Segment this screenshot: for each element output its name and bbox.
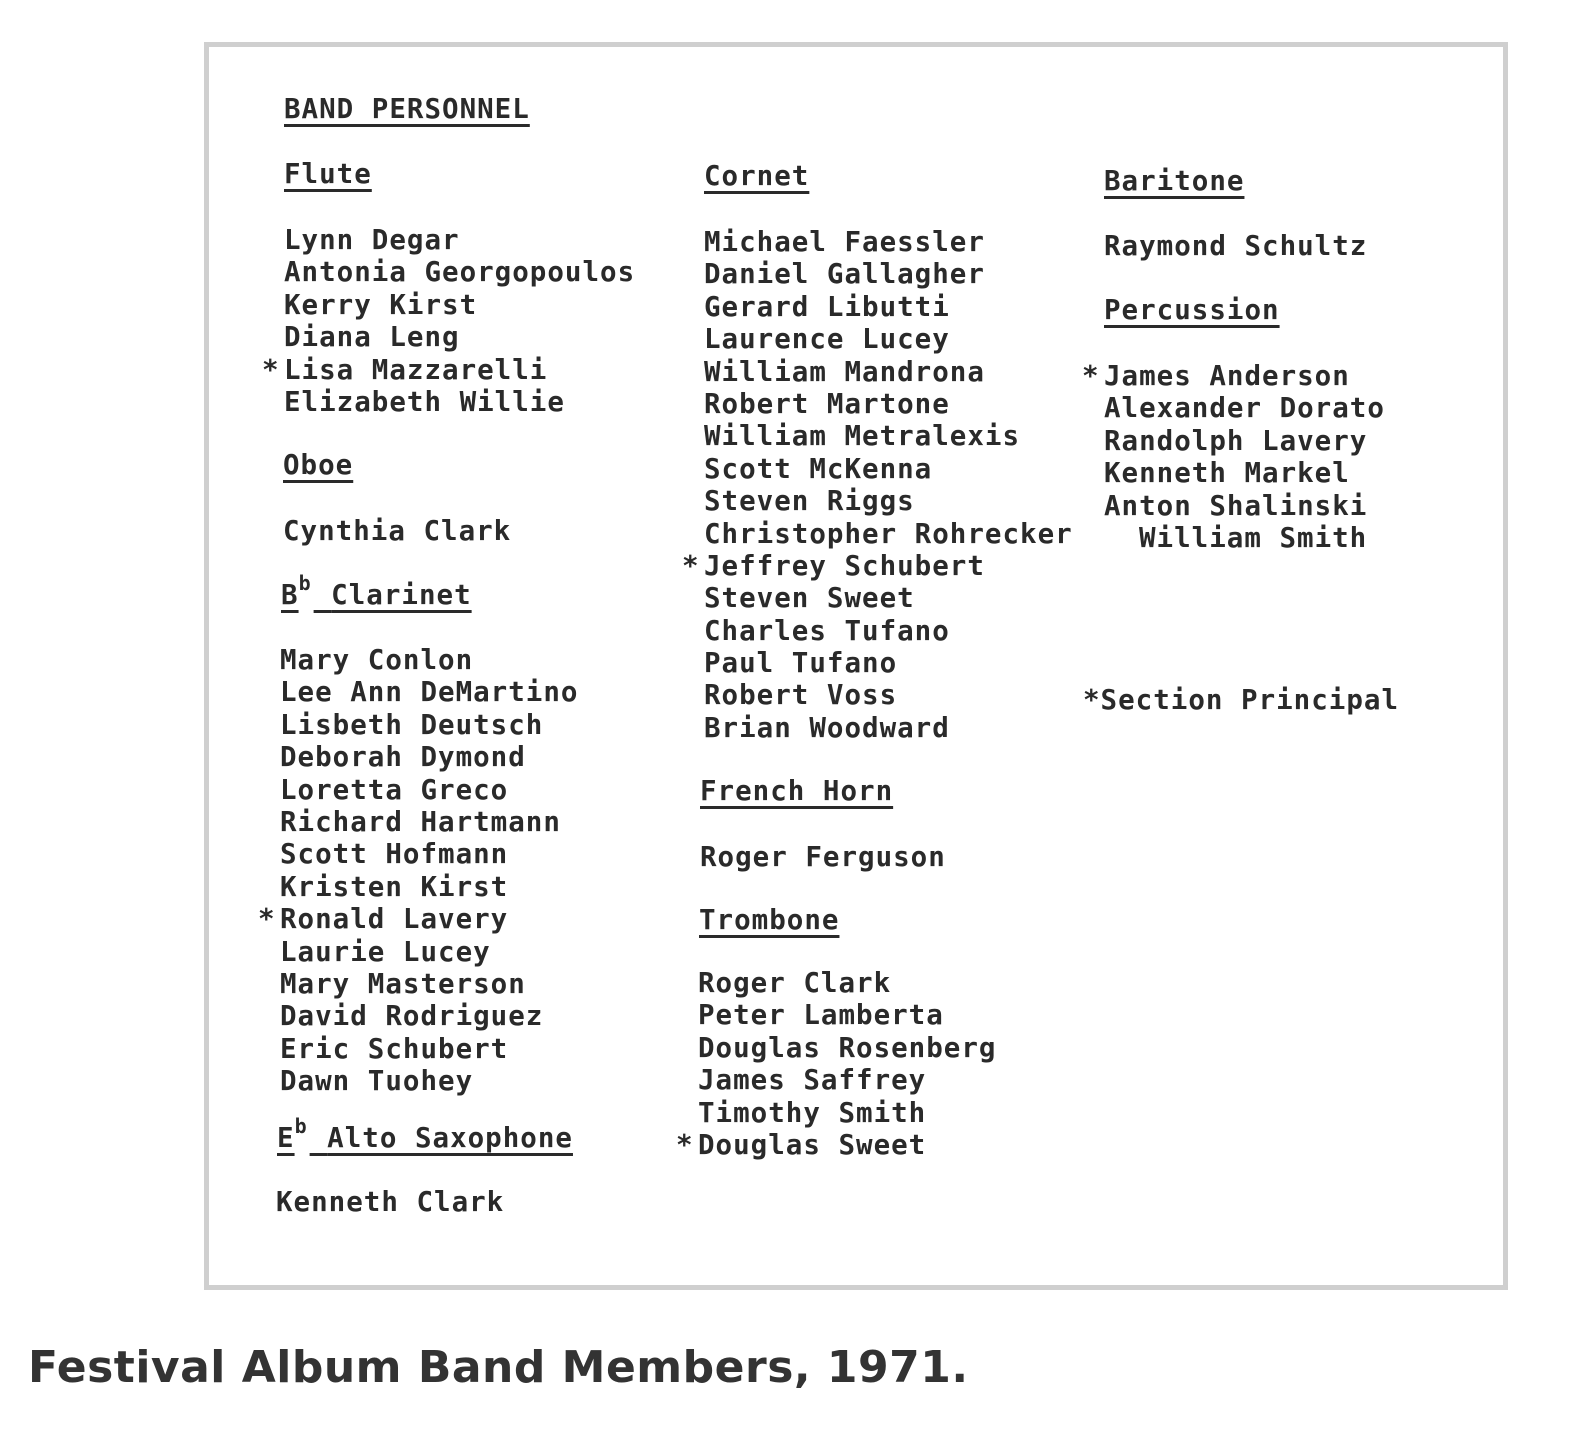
list-item: Peter Lamberta [698,999,944,1032]
list-item: Christopher Rohrecker [704,517,1073,550]
principal-mark: * [676,1128,694,1161]
list-item: Charles Tufano [704,614,950,647]
list-item: Roger Ferguson [700,841,946,873]
list-item: Kristen Kirst [280,870,509,903]
list-item: Lisbeth Deutsch [280,708,544,741]
list-item: Mary Conlon [280,644,474,676]
list-percussion [1082,360,1385,554]
heading-alto-saxophone: Eb Alto Saxophone [277,1114,573,1154]
list-item: Alexander Dorato [1104,392,1385,425]
list-item: Paul Tufano [704,647,898,680]
list-item: Kenneth Clark [276,1186,505,1218]
list-alto-saxophone [276,1186,504,1218]
list-flute [262,224,636,418]
list-trombone [676,967,997,1161]
list-item: Mary Masterson [280,967,526,1000]
list-item: Kenneth Markel [1104,457,1350,490]
list-item: Deborah Dymond [280,741,526,774]
principal-mark: * [682,549,700,582]
list-oboe [283,515,511,547]
list-item: Laurie Lucey [280,935,491,968]
heading-flute: Flute [284,158,372,190]
heading-cornet: Cornet [704,160,810,192]
section-principal-legend: *Section Principal [1083,684,1400,716]
list-item: Michael Faessler [704,226,985,258]
list-item: Gerard Libutti [704,290,950,323]
list-item: Brian Woodward [704,711,950,744]
list-item: Richard Hartmann [280,805,561,838]
list-item: Antonia Georgopoulos [284,256,636,289]
list-item: Steven Riggs [704,485,915,518]
list-item: Robert Martone [704,387,950,420]
list-item: * Douglas Sweet [676,1128,927,1161]
list-item: Kerry Kirst [284,288,478,321]
heading-baritone: Baritone [1104,165,1245,197]
list-item: Laurence Lucey [704,323,950,356]
heading-trombone: Trombone [699,904,840,936]
heading-french-horn: French Horn [700,775,894,807]
list-item: Timothy Smith [698,1096,927,1129]
list-item: Anton Shalinski [1104,489,1368,522]
list-item: Eric Schubert [280,1032,509,1065]
heading-oboe: Oboe [283,449,354,481]
list-baritone [1104,230,1367,262]
list-item: Loretta Greco [280,773,509,806]
list-item: Robert Voss [704,679,898,712]
list-french-horn [700,841,946,873]
list-item: Lee Ann DeMartino [280,676,579,709]
list-item: Roger Clark [698,967,892,999]
list-item: Steven Sweet [704,582,915,615]
list-item: Scott McKenna [704,452,933,485]
list-clarinet [258,644,579,1098]
list-item: Scott Hofmann [280,838,509,871]
list-item: William Mandrona [704,355,985,388]
list-item: James Saffrey [698,1064,927,1097]
document-title: BAND PERSONNEL [284,93,530,125]
list-item: Raymond Schultz [1104,230,1368,262]
list-item: Douglas Rosenberg [698,1031,997,1064]
principal-mark: * [258,903,276,936]
list-item: Dawn Tuohey [280,1065,474,1098]
figure-caption: Festival Album Band Members, 1971. [28,1342,969,1393]
principal-mark: * [1082,360,1100,392]
list-item: Cynthia Clark [283,515,512,547]
list-item: Daniel Gallagher [704,258,985,291]
list-item: * Ronald Lavery [258,903,509,936]
list-item: William Smith [1139,521,1368,554]
list-cornet [682,226,1073,744]
list-item: Diana Leng [284,321,460,354]
list-item: * James Anderson [1082,360,1350,392]
list-item: Randolph Lavery [1104,424,1368,457]
list-item: Lynn Degar [284,224,460,256]
list-item: David Rodriguez [280,1000,544,1033]
list-item: * Jeffrey Schubert [682,549,985,582]
list-item: Elizabeth Willie [284,385,565,418]
principal-mark: * [262,353,280,386]
list-item: William Metralexis [704,420,1021,453]
list-item: * Lisa Mazzarelli [262,353,548,386]
heading-percussion: Percussion [1104,294,1280,326]
heading-clarinet: Bb Clarinet [281,571,472,611]
